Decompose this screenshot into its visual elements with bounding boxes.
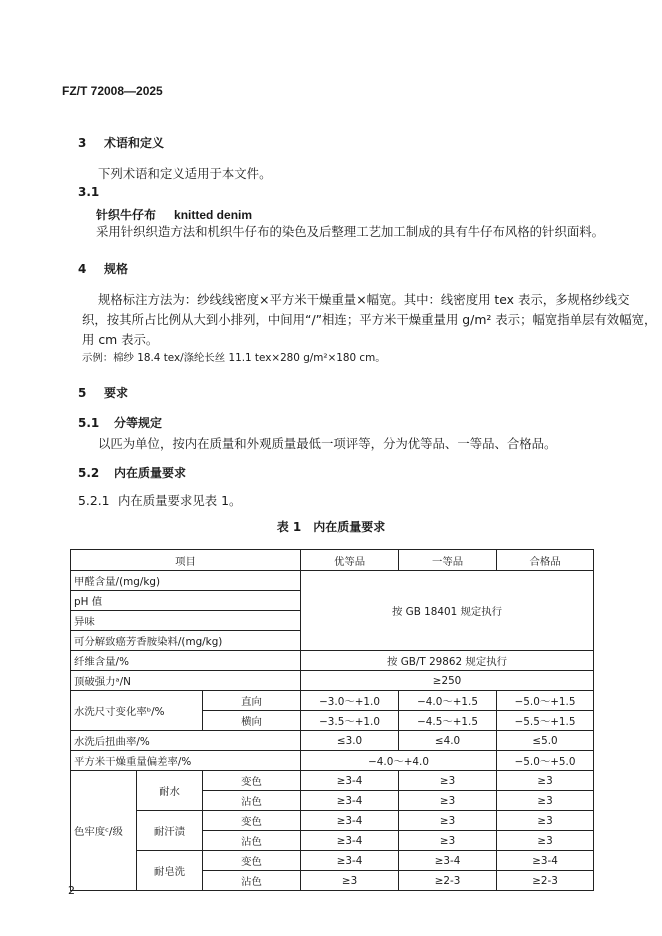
cell-value: −5.0～+1.5	[497, 691, 594, 711]
spec-example: 示例：棉纱 18.4 tex/涤纶长丝 11.1 tex×280 g/m²×180 cm。	[82, 352, 386, 364]
cell-value: ≥3	[497, 811, 594, 831]
cell-value: ≥3	[399, 811, 497, 831]
table-row	[71, 811, 594, 831]
section-5-2-heading	[78, 464, 186, 481]
cell-value: −3.5～+1.0	[301, 711, 399, 731]
cell-value: −3.0～+1.0	[301, 691, 399, 711]
sub-label: 沾色	[203, 831, 301, 851]
row-label: 纤维含量/%	[71, 651, 301, 671]
sub-label: 横向	[203, 711, 301, 731]
subsection-number: 5.2	[78, 466, 100, 480]
table-row	[71, 691, 594, 711]
row-label: 水洗后扭曲率/%	[71, 731, 301, 751]
section-3-heading	[78, 134, 164, 151]
merged-value: 按 GB/T 29862 规定执行	[301, 651, 594, 671]
cell-value: ≥2-3	[399, 871, 497, 891]
section-number: 5	[78, 386, 87, 400]
term-title	[96, 206, 252, 223]
header-item: 项目	[71, 550, 301, 571]
row-label: 甲醛含量/(mg/kg)	[71, 571, 301, 591]
table-header-row	[71, 550, 594, 571]
row-label: 顶破强力ᵃ/N	[71, 671, 301, 691]
table-row	[71, 651, 594, 671]
table-row	[71, 571, 594, 591]
row-label: pH 值	[71, 591, 301, 611]
subsection-title: 内在质量要求	[114, 466, 187, 480]
cell-value: ≤4.0	[399, 731, 497, 751]
standard-number: FZ/T 72008—2025	[62, 84, 163, 98]
section-5-1-heading	[78, 414, 162, 431]
spec-paragraph-line-2: 织，按其所占比例从大到小排列，中间用“/”相连；平方米干燥重量用 g/m² 表示；幅宽指单层有效幅宽，	[82, 312, 657, 327]
section-title: 要求	[104, 386, 129, 400]
section-number: 4	[78, 262, 87, 276]
cell-value: ≥3	[497, 771, 594, 791]
row-label: 水洗尺寸变化率ᵇ/%	[71, 691, 203, 731]
section-3-intro: 下列术语和定义适用于本文件。	[98, 166, 272, 181]
row-label: 色牢度ᶜ/级	[71, 771, 137, 891]
cell-value: ≥3	[399, 791, 497, 811]
cell-value: ≤5.0	[497, 731, 594, 751]
cell-value: ≥3-4	[301, 851, 399, 871]
grading-rule-text: 以匹为单位，按内在质量和外观质量最低一项评等，分为优等品、一等品、合格品。	[98, 436, 557, 451]
header-qualified: 合格品	[497, 550, 594, 571]
merged-value: ≥250	[301, 671, 594, 691]
table-row	[71, 671, 594, 691]
cell-value: ≥3	[399, 831, 497, 851]
row-label: 平方米干燥重量偏差率/%	[71, 751, 301, 771]
cell-value: −5.5～+1.5	[497, 711, 594, 731]
sub-label: 变色	[203, 851, 301, 871]
term-chinese: 针织牛仔布	[96, 208, 157, 222]
table-caption: 表 1 内在质量要求	[276, 520, 386, 534]
quality-requirements-table	[70, 549, 594, 891]
term-definition: 采用针织织造方法和机织牛仔布的染色及后整理工艺加工制成的具有牛仔布风格的针织面料。	[96, 224, 605, 239]
sub-label: 沾色	[203, 871, 301, 891]
cell-value: −5.0～+5.0	[497, 751, 594, 771]
section-5-2-1	[78, 491, 241, 511]
clause-text: 内在质量要求见表 1。	[118, 493, 242, 508]
cell-value: ≥3	[497, 791, 594, 811]
header-first: 一等品	[399, 550, 497, 571]
sub-label: 沾色	[203, 791, 301, 811]
spec-paragraph-line-3: 用 cm 表示。	[82, 332, 159, 347]
header-superior: 优等品	[301, 550, 399, 571]
subsection-title: 分等规定	[114, 416, 163, 430]
cell-value: ≥3-4	[301, 771, 399, 791]
table-row	[71, 731, 594, 751]
cell-value: ≥3-4	[399, 851, 497, 871]
sub-label: 变色	[203, 811, 301, 831]
merged-value: −4.0～+4.0	[301, 751, 497, 771]
table-row	[71, 771, 594, 791]
cell-value: −4.0～+1.5	[399, 691, 497, 711]
group-label: 耐汗渍	[137, 811, 203, 851]
group-label: 耐皂洗	[137, 851, 203, 891]
spec-paragraph-line-1: 规格标注方法为：纱线线密度×平方米干燥重量×幅宽。其中：线密度用 tex 表示，多规格纱线交	[98, 292, 630, 307]
section-title: 术语和定义	[104, 136, 165, 150]
cell-value: ≥3-4	[301, 831, 399, 851]
page-number: 2	[68, 884, 75, 897]
term-number: 3.1	[78, 185, 100, 199]
cell-value: ≥3-4	[497, 851, 594, 871]
section-4-heading	[78, 260, 128, 277]
subsection-number: 5.1	[78, 416, 100, 430]
term-english: knitted denim	[174, 208, 253, 222]
cell-value: −4.5～+1.5	[399, 711, 497, 731]
merged-value: 按 GB 18401 规定执行	[301, 571, 594, 651]
sub-label: 直向	[203, 691, 301, 711]
row-label: 异味	[71, 611, 301, 631]
cell-value: ≥3-4	[301, 811, 399, 831]
group-label: 耐水	[137, 771, 203, 811]
row-label: 可分解致癌芳香胺染料/(mg/kg)	[71, 631, 301, 651]
section-title: 规格	[104, 262, 129, 276]
section-number: 3	[78, 136, 87, 150]
cell-value: ≤3.0	[301, 731, 399, 751]
clause-number: 5.2.1	[78, 493, 110, 508]
section-5-heading	[78, 384, 128, 401]
cell-value: ≥3	[301, 871, 399, 891]
table-row	[71, 751, 594, 771]
sub-label: 变色	[203, 771, 301, 791]
cell-value: ≥2-3	[497, 871, 594, 891]
cell-value: ≥3-4	[301, 791, 399, 811]
cell-value: ≥3	[399, 771, 497, 791]
table-row	[71, 851, 594, 871]
cell-value: ≥3	[497, 831, 594, 851]
